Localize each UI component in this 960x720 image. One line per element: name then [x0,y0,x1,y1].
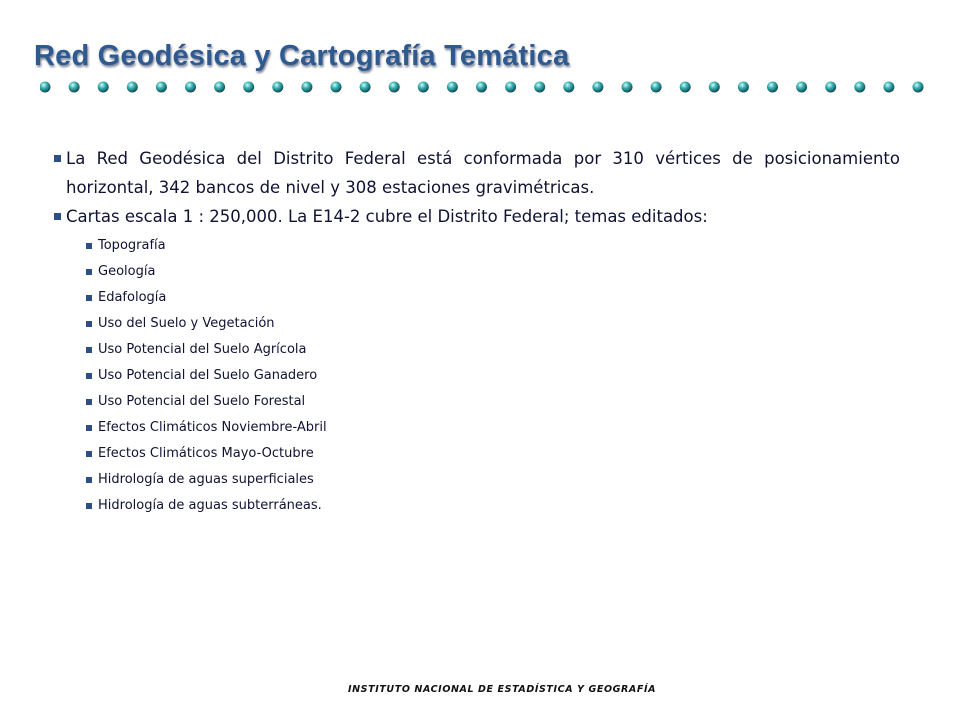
bead-dot [767,82,778,93]
bead-dot [913,82,924,93]
theme-item [54,363,900,389]
themes-list [54,233,900,519]
paragraph-geodetic-network: La Red Geodésica del Distrito Federal está conformada por 310 vértices de posicionamiento horizontal, 342 bancos de nivel y 308 estaciones gravimétricas. [66,149,900,197]
square-bullet-icon [86,425,92,431]
theme-item [54,389,900,415]
theme-label: Efectos Climáticos Mayo-Octubre [98,446,314,461]
bead-dot [680,82,691,93]
bead-dot [883,82,894,93]
footer-institution-name: INSTITUTO NACIONAL DE ESTADÍSTICA Y GEOGRAFÍA [348,684,657,695]
bead-dot [592,82,603,93]
theme-label: Hidrología de aguas superficiales [98,472,314,487]
theme-label: Uso Potencial del Suelo Agrícola [98,342,307,357]
theme-label: Uso Potencial del Suelo Ganadero [98,368,318,383]
bead-dot [301,82,312,93]
square-bullet-icon [86,243,92,249]
square-bullet-icon [86,399,92,405]
bead-dot [127,82,138,93]
bead-dot [331,82,342,93]
bullet-item-geodetic-network [54,144,900,202]
theme-label: Hidrología de aguas subterráneas. [98,498,322,513]
bead-dot [825,82,836,93]
theme-label: Uso del Suelo y Vegetación [98,316,275,331]
bead-dot [418,82,429,93]
square-bullet-icon [54,155,61,162]
bead-dot [622,82,633,93]
bead-dot [447,82,458,93]
bead-dot [360,82,371,93]
theme-item [54,259,900,285]
bead-dot [40,82,51,93]
bead-dot [389,82,400,93]
slide-title: Red Geodésica y Cartografía Temática [34,40,570,72]
bead-dot [243,82,254,93]
bead-dot [98,82,109,93]
bead-dot [796,82,807,93]
square-bullet-icon [86,347,92,353]
square-bullet-icon [54,213,61,220]
bead-dot [214,82,225,93]
square-bullet-icon [86,295,92,301]
bead-dot [563,82,574,93]
bead-dot [185,82,196,93]
theme-label: Uso Potencial del Suelo Forestal [98,394,306,409]
theme-item [54,441,900,467]
square-bullet-icon [86,477,92,483]
theme-item [54,493,900,519]
bead-dot [738,82,749,93]
bead-dot [476,82,487,93]
theme-item [54,311,900,337]
theme-item [54,233,900,259]
bead-dot [534,82,545,93]
paragraph-map-sheets: Cartas escala 1 : 250,000. La E14-2 cubre el Distrito Federal; temas editados: [66,207,708,226]
bead-dot [69,82,80,93]
bead-dot [156,82,167,93]
theme-item [54,337,900,363]
bead-dot [854,82,865,93]
bead-dot [505,82,516,93]
bullet-item-map-sheets [54,202,900,231]
theme-item [54,467,900,493]
square-bullet-icon [86,451,92,457]
theme-item [54,415,900,441]
beaded-divider [40,78,932,96]
slide-body [54,144,900,519]
theme-label: Topografía [98,238,166,253]
bead-dot [651,82,662,93]
square-bullet-icon [86,373,92,379]
bead-dot [272,82,283,93]
square-bullet-icon [86,321,92,327]
bead-dot [709,82,720,93]
square-bullet-icon [86,269,92,275]
theme-label: Edafología [98,290,167,305]
theme-label: Efectos Climáticos Noviembre-Abril [98,420,327,435]
square-bullet-icon [86,503,92,509]
theme-item [54,285,900,311]
theme-label: Geología [98,264,156,279]
